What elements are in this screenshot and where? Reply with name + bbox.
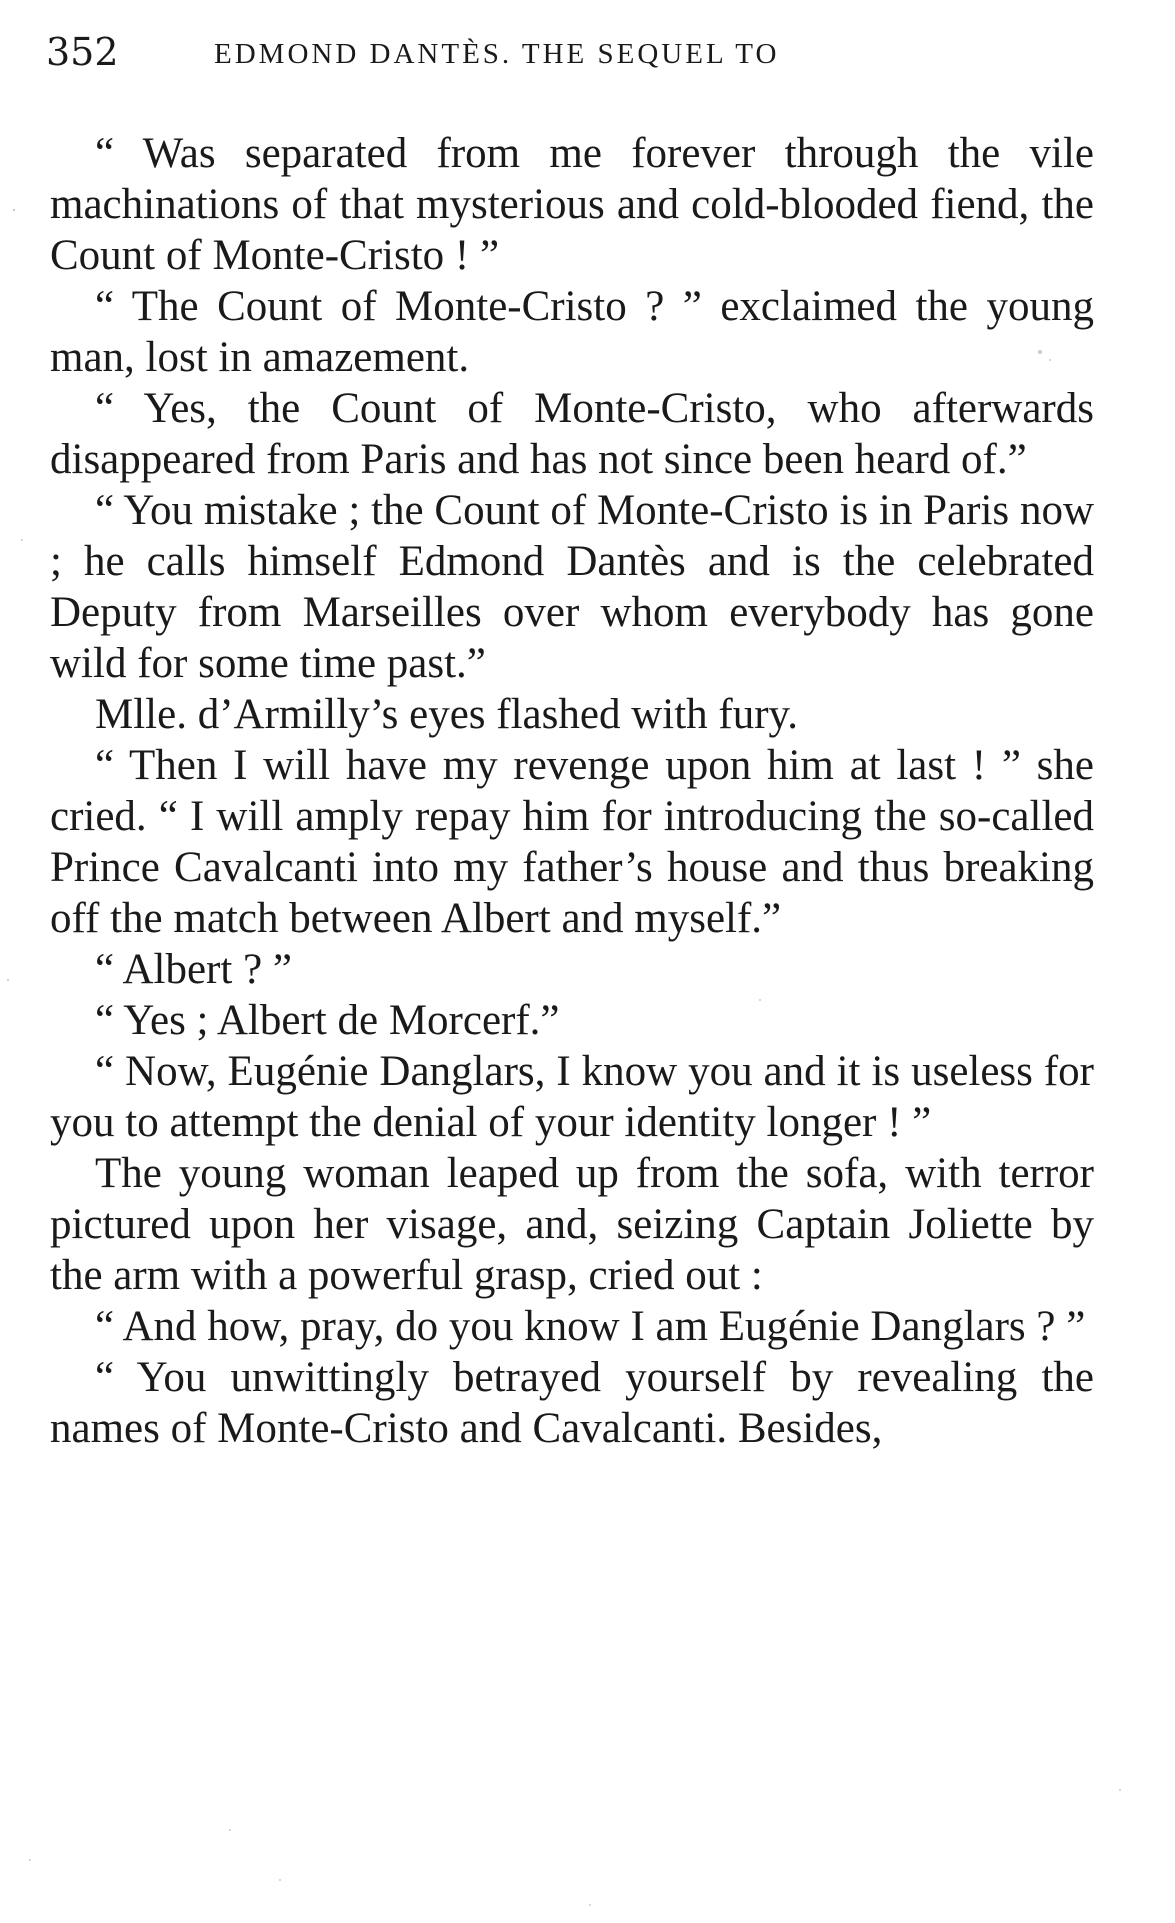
body-text: [50, 128, 1094, 1454]
paragraph: “ Then I will have my revenge upon him at last ! ” she cried. “ I will amply repay him for introducing the so-called Prince Cavalcanti into my father’s house and thus breaking off the match between Albert and myself.”: [50, 742, 1094, 942]
paragraph: The young woman leaped up from the sofa, with terror pictured upon her visage, and, seizing Captain Joliette by the arm with a powerful grasp, cried out :: [50, 1150, 1094, 1299]
page-number: 352: [46, 30, 119, 74]
paragraph: “ You mistake ; the Count of Monte-Cristo is in Paris now ; he calls himself Edmond Dantès and is the celebrated Deputy from Marseilles over whom everybody has gone wild for some time past.”: [50, 487, 1094, 687]
paragraph: “ And how, pray, do you know I am Eugénie Danglars ? ”: [95, 1303, 1086, 1350]
paragraph: “ Albert ? ”: [95, 946, 292, 993]
paragraph: “ Now, Eugénie Danglars, I know you and it is useless for you to attempt the denial of your identity longer ! ”: [50, 1048, 1094, 1146]
paragraph: Mlle. d’Armilly’s eyes flashed with fury.: [95, 691, 798, 738]
paragraph: “ Yes, the Count of Monte-Cristo, who afterwards disappeared from Paris and has not since been heard of.”: [50, 385, 1094, 483]
running-title: EDMOND DANTÈS. THE SEQUEL TO: [214, 38, 780, 70]
running-head: [46, 30, 1096, 80]
paragraph: “ The Count of Monte-Cristo ? ” exclaimed the young man, lost in amazement.: [50, 283, 1094, 381]
paragraph: “ You unwittingly betrayed yourself by revealing the names of Monte-Cristo and Cavalcanti. Besides,: [50, 1354, 1094, 1452]
paragraph: “ Yes ; Albert de Morcerf.”: [95, 997, 560, 1044]
paragraph: “ Was separated from me forever through the vile machinations of that mysterious and cold-blooded fiend, the Count of Monte-Cristo ! ”: [50, 130, 1094, 279]
